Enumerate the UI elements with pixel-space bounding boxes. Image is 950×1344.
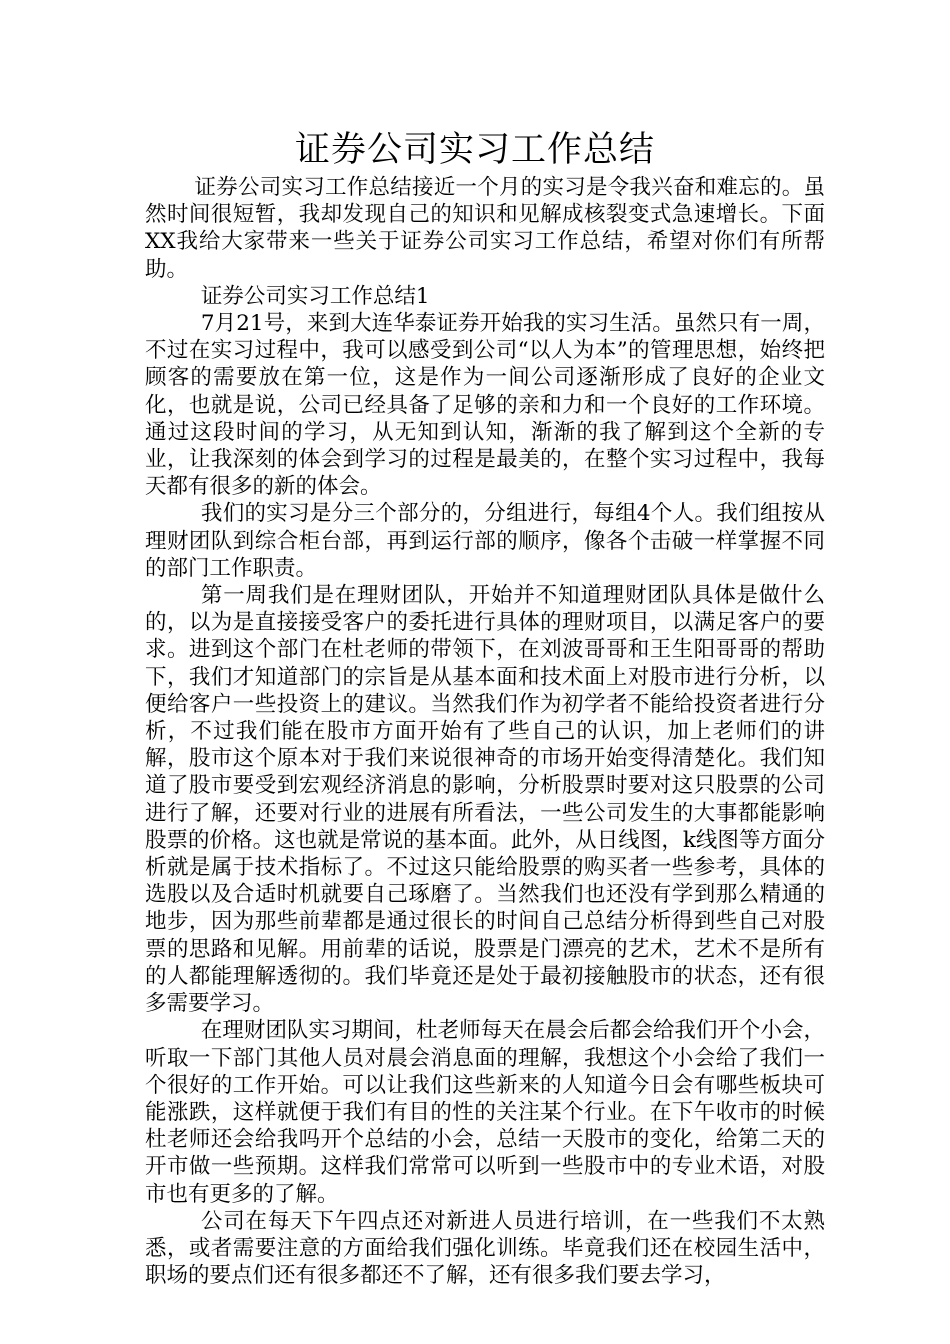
section-heading: 证券公司实习工作总结1 xyxy=(200,283,430,309)
intro-paragraph: 证券公司实习工作总结接近一个月的实习是令我兴奋和难忘的。虽然时间很短暂，我却发现自己的知识和见解成核裂变式急速增长。下面XX我给大家带来一些关于证券公司实习工作总结，希望对你们有所帮助。 xyxy=(145,175,825,282)
document-title: 证券公司实习工作总结 xyxy=(294,130,655,170)
document-body xyxy=(145,174,825,1289)
body-paragraph: 在理财团队实习期间，杜老师每天在晨会后都会给我们开个小会，听取一下部门其他人员对晨会消息面的理解，我想这个小会给了我们一个很好的工作开始。可以让我们这些新来的人知道今日会有哪些板块可能涨跌，这样就便于我们有目的性的关注某个行业。在下午收市的时候杜老师还会给我吗开个总结的小会，总结一天股市的变化，给第二天的开市做一些预期。这样我们常常可以听到一些股市中的专业术语，对股市也有更多的了解。 xyxy=(145,1018,825,1207)
body-paragraph: 7月21号，来到大连华泰证券开始我的实习生活。虽然只有一周，不过在实习过程中，我可以感受到公司“以人为本”的管理思想，始终把顾客的需要放在第一位，这是作为一间公司逐渐形成了良好的企业文化，也就是说，公司已经具备了足够的亲和力和一个良好的工作环境。通过这段时间的学习，从无知到认知，渐渐的我了解到这个全新的专业，让我深刻的体会到学习的过程是最美的，在整个实习过程中，我每天都有很多的新的体会。 xyxy=(145,311,825,500)
body-paragraph: 公司在每天下午四点还对新进人员进行培训，在一些我们不太熟悉，或者需要注意的方面给我们强化训练。毕竟我们还在校园生活中，职场的要点们还有很多都还不了解，还有很多我们要去学习， xyxy=(145,1208,825,1289)
body-paragraph: 我们的实习是分三个部分的，分组进行，每组4个人。我们组按从理财团队到综合柜台部，再到运行部的顺序，像各个击破一样掌握不同的部门工作职责。 xyxy=(145,501,825,581)
body-paragraph: 第一周我们是在理财团队，开始并不知道理财团队具体是做什么的，以为是直接接受客户的委托进行具体的理财项目，以满足客户的要求。进到这个部门在杜老师的带领下，在刘波哥哥和王生阳哥哥的帮助下，我们才知道部门的宗旨是从基本面和技术面上对股市进行分析，以便给客户一些投资上的建议。当然我们作为初学者不能给投资者进行分析，不过我们能在股市方面开始有了些自己的认识，加上老师们的讲解，股市这个原本对于我们来说很神奇的市场开始变得清楚化。我们知道了股市要受到宏观经济消息的影响，分析股票时要对这只股票的公司进行了解，还要对行业的进展有所看法，一些公司发生的大事都能影响股票的价格。这也就是常说的基本面。此外，从日线图，k线图等方面分析就是属于技术指标了。不过这只能给股票的购买者一些参考，具体的选股以及合适时机就要自己琢磨了。当然我们也还没有学到那么精通的地步，因为那些前辈都是通过很长的时间自己总结分析得到些自己对股票的思路和见解。用前辈的话说，股票是门漂亮的艺术，艺术不是所有的人都能理解透彻的。我们毕竟还是处于最初接触股市的状态，还有很多需要学习。 xyxy=(145,583,825,1017)
